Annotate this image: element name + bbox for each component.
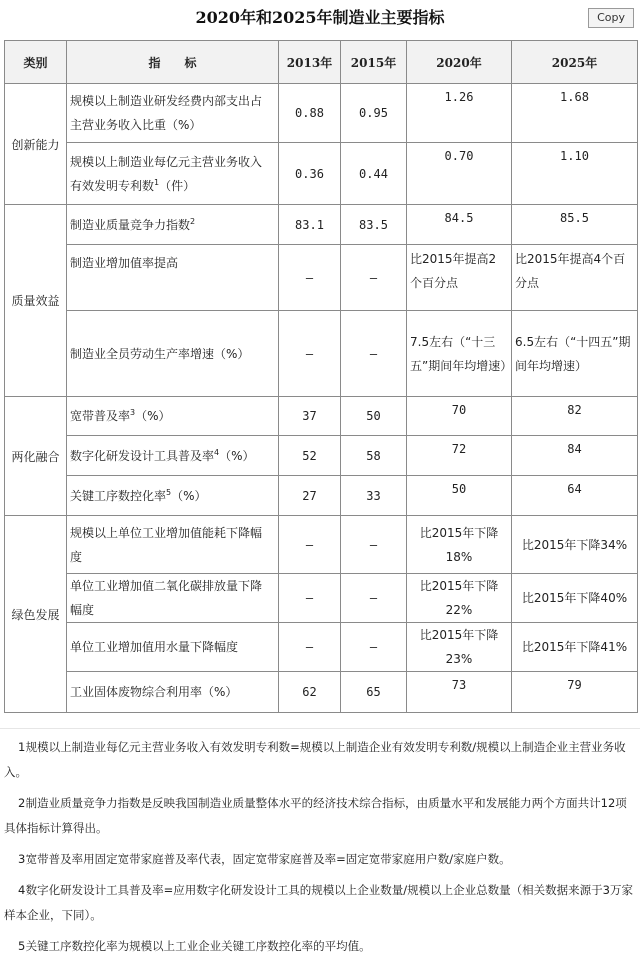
indicator-name[interactable] [67, 143, 279, 205]
copy-table-button[interactable]: Copy [588, 8, 634, 28]
indicator-name[interactable] [67, 397, 279, 436]
table-row [5, 397, 638, 436]
indicator-line-2: 度 [70, 549, 83, 564]
value-2025[interactable]: 1.10 [512, 143, 638, 205]
value-2025[interactable]: 比2015年下降34% [512, 516, 638, 574]
value-2015[interactable]: 83.5 [341, 205, 407, 245]
table-row [5, 143, 638, 205]
value-2015[interactable]: 0.95 [341, 84, 407, 143]
value-2013[interactable]: – [279, 516, 341, 574]
footnote-item [0, 791, 640, 841]
table-row [5, 672, 638, 713]
footnote-ref: 2 [190, 216, 196, 226]
table-row [5, 516, 638, 574]
category-green[interactable]: 绿色发展 [5, 516, 67, 713]
value-2013[interactable]: – [279, 623, 341, 672]
footnote-number: 2 [18, 796, 26, 810]
table-row [5, 476, 638, 516]
value-2013[interactable]: 62 [279, 672, 341, 713]
page-title: 2020年和2025年制造业主要指标 [195, 8, 445, 27]
value-2013[interactable]: 0.36 [279, 143, 341, 205]
indicator-text: 数字化研发设计工具普及率 [70, 448, 215, 463]
value-2025[interactable]: 64 [512, 476, 638, 516]
indicator-name[interactable] [67, 436, 279, 476]
header-2013: 2013年 [279, 41, 341, 84]
header-category: 类别 [5, 41, 67, 84]
value-2015[interactable]: – [341, 245, 407, 311]
table-row [5, 574, 638, 623]
indicator-text: 制造业质量竞争力指数 [70, 217, 191, 232]
header-2015: 2015年 [341, 41, 407, 84]
value-2015[interactable]: – [341, 574, 407, 623]
table-row [5, 205, 638, 245]
value-2015[interactable]: 33 [341, 476, 407, 516]
value-2020[interactable]: 50 [407, 476, 512, 516]
category-integration[interactable]: 两化融合 [5, 397, 67, 516]
footnotes [0, 728, 640, 959]
footnote-item [0, 934, 640, 959]
footnote-ref: 3 [130, 408, 136, 417]
value-2025[interactable]: 比2015年下降40% [512, 574, 638, 623]
value-2013[interactable]: 52 [279, 436, 341, 476]
value-2013[interactable]: 83.1 [279, 205, 341, 245]
value-2013[interactable]: 27 [279, 476, 341, 516]
value-2015[interactable]: 50 [341, 397, 407, 436]
footnote-text: 规模以上制造业每亿元主营业务收入有效发明专利数=规模以上制造企业有效发明专利数/规模以上制造企业主营业务收入。 [4, 740, 626, 779]
footnote-ref: 1 [154, 177, 160, 187]
category-quality[interactable]: 质量效益 [5, 205, 67, 397]
value-2025[interactable]: 6.5左右（“十四五”期间年均增速） [512, 311, 638, 397]
indicator-line-2: 幅度 [70, 603, 95, 617]
value-2020[interactable]: 比2015年下降22% [407, 574, 512, 623]
value-2025[interactable]: 85.5 [512, 205, 638, 245]
indicator-name[interactable]: 制造业增加值率提高 [67, 245, 279, 311]
value-2013[interactable]: – [279, 311, 341, 397]
table-row [5, 623, 638, 672]
table-row [5, 84, 638, 143]
header-2020: 2020年 [407, 41, 512, 84]
value-2015[interactable]: – [341, 311, 407, 397]
indicator-unit: （%） [219, 448, 255, 463]
table-row [5, 311, 638, 397]
value-2020[interactable]: 72 [407, 436, 512, 476]
value-2020[interactable]: 7.5左右（“十三五”期间年均增速） [407, 311, 512, 397]
value-2020[interactable]: 比2015年下降23% [407, 623, 512, 672]
footnote-item [0, 878, 640, 928]
value-2015[interactable]: 65 [341, 672, 407, 713]
indicator-line-1: 规模以上制造业研发经费内部支出占 [70, 94, 263, 108]
indicator-name[interactable] [67, 516, 279, 574]
indicator-line-1: 规模以上制造业每亿元主营业务收入 [70, 154, 263, 169]
value-2020[interactable]: 比2015年提高2个百分点 [407, 245, 512, 311]
category-innovation[interactable]: 创新能力 [5, 84, 67, 205]
footnote-text: 宽带普及率用固定宽带家庭普及率代表，固定宽带家庭普及率=固定宽带家庭用户数/家庭户数。 [25, 852, 511, 866]
footnote-number: 3 [18, 852, 26, 866]
footnote-item [0, 735, 640, 785]
indicator-line-2: 主营业务收入比重（%） [70, 118, 202, 132]
footnote-text: 制造业质量竞争力指数是反映我国制造业质量整体水平的经济技术综合指标，由质量水平和发展能力两个方面共计12项具体指标计算得出。 [4, 796, 627, 835]
indicator-name[interactable] [67, 205, 279, 245]
header-2025: 2025年 [512, 41, 638, 84]
indicator-line-1: 规模以上单位工业增加值能耗下降幅 [70, 525, 263, 540]
indicator-name[interactable]: 工业固体废物综合利用率（%） [67, 672, 279, 713]
indicator-name[interactable] [67, 84, 279, 143]
value-2025[interactable]: 82 [512, 397, 638, 436]
footnote-ref: 5 [166, 487, 172, 497]
table-header-row [5, 41, 638, 84]
value-2013[interactable]: – [279, 245, 341, 311]
footnote-number: 5 [18, 939, 26, 953]
value-2025[interactable]: 1.68 [512, 84, 638, 143]
indicators-table [4, 40, 638, 713]
indicator-text: 宽带普及率 [70, 409, 131, 423]
footnote-text: 关键工序数控化率为规模以上工业企业关键工序数控化率的平均值。 [25, 939, 371, 953]
header-indicator: 指 标 [67, 41, 279, 84]
footnote-item [0, 847, 640, 872]
value-2013[interactable]: 0.88 [279, 84, 341, 143]
value-2015[interactable]: 58 [341, 436, 407, 476]
footnote-number: 4 [18, 883, 26, 897]
indicator-name[interactable] [67, 476, 279, 516]
value-2020[interactable]: 84.5 [407, 205, 512, 245]
table-row [5, 245, 638, 311]
indicator-name[interactable]: 制造业全员劳动生产率增速（%） [67, 311, 279, 397]
value-2025[interactable]: 79 [512, 672, 638, 713]
value-2025[interactable]: 84 [512, 436, 638, 476]
value-2025[interactable]: 比2015年下降41% [512, 623, 638, 672]
table-row [5, 436, 638, 476]
footnote-ref: 4 [214, 447, 220, 457]
value-2020[interactable]: 比2015年下降18% [407, 516, 512, 574]
indicator-name[interactable]: 单位工业增加值用水量下降幅度 [67, 623, 279, 672]
indicator-name[interactable] [67, 574, 279, 623]
footnote-text: 数字化研发设计工具普及率=应用数字化研发设计工具的规模以上企业数量/规模以上企业总数量（相关数据来源于3万家样本企业，下同）。 [4, 883, 633, 922]
value-2015[interactable]: 0.44 [341, 143, 407, 205]
value-2020[interactable]: 0.70 [407, 143, 512, 205]
indicator-text: 关键工序数控化率 [70, 488, 167, 503]
value-2013[interactable]: – [279, 574, 341, 623]
value-2015[interactable]: – [341, 623, 407, 672]
value-2020[interactable]: 1.26 [407, 84, 512, 143]
value-2025[interactable]: 比2015年提高4个百分点 [512, 245, 638, 311]
indicator-unit: （%） [171, 488, 207, 503]
indicator-unit: （%） [135, 409, 171, 423]
indicator-line-2: 有效发明专利数 [70, 178, 155, 193]
indicator-line-1: 单位工业增加值二氧化碳排放量下降 [70, 579, 263, 593]
value-2015[interactable]: – [341, 516, 407, 574]
value-2020[interactable]: 73 [407, 672, 512, 713]
footnote-number: 1 [18, 740, 26, 754]
value-2013[interactable]: 37 [279, 397, 341, 436]
value-2020[interactable]: 70 [407, 397, 512, 436]
indicator-unit: （件） [159, 178, 196, 193]
